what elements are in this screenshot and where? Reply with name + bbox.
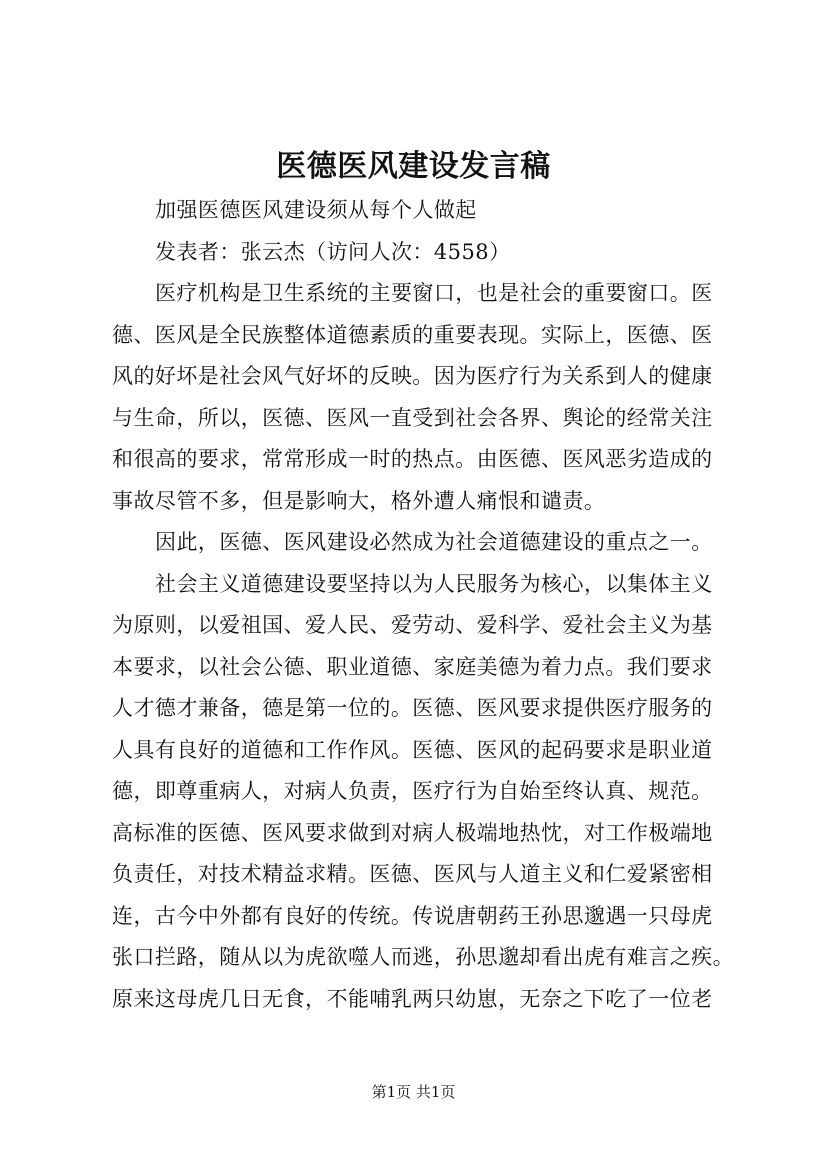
body-line: 本要求，以社会公德、职业道德、家庭美德为着力点。我们要求 bbox=[112, 654, 713, 679]
body-line: 事故尽管不多，但是影响大，格外遭人痛恨和谴责。 bbox=[112, 488, 606, 513]
body-line: 加强医德医风建设须从每个人做起 bbox=[155, 198, 477, 222]
body-line: 张口拦路，随从以为虎欲噬人而逃，孙思邈却看出虎有难言之疾。 bbox=[112, 945, 735, 969]
body-line: 风的好坏是社会风气好坏的反映。因为医疗行为关系到人的健康 bbox=[112, 364, 713, 388]
page-number-footer: 第1页 共1页 bbox=[371, 1083, 456, 1101]
body-line: 发表者：张云杰（访问人次：4558） bbox=[155, 239, 511, 264]
body-line: 医疗机构是卫生系统的主要窗口，也是社会的重要窗口。医 bbox=[155, 281, 713, 305]
body-line: 为原则，以爱祖国、爱人民、爱劳动、爱科学、爱社会主义为基 bbox=[112, 613, 713, 637]
body-line: 人才德才兼备，德是第一位的。医德、医风要求提供医疗服务的 bbox=[112, 696, 713, 720]
body-line: 原来这母虎几日无食，不能哺乳两只幼崽，无奈之下吃了一位老 bbox=[112, 986, 713, 1011]
body-line: 与生命，所以，医德、医风一直受到社会各界、舆论的经常关注 bbox=[112, 405, 713, 430]
body-line: 负责任，对技术精益求精。医德、医风与人道主义和仁爱紧密相 bbox=[112, 862, 713, 886]
body-line: 和很高的要求，常常形成一时的热点。由医德、医风恶劣造成的 bbox=[112, 447, 713, 471]
body-line: 德、医风是全民族整体道德素质的重要表现。实际上，医德、医 bbox=[112, 322, 713, 347]
document-title: 医德医风建设发言稿 bbox=[276, 149, 551, 184]
body-line: 社会主义道德建设要坚持以为人民服务为核心，以集体主义 bbox=[155, 571, 713, 596]
body-line: 人具有良好的道德和工作作风。医德、医风的起码要求是职业道 bbox=[112, 737, 713, 762]
body-line: 德，即尊重病人，对病人负责，医疗行为自始至终认真、规范。 bbox=[112, 779, 713, 803]
body-line: 因此，医德、医风建设必然成为社会道德建设的重点之一。 bbox=[155, 530, 713, 554]
body-line: 高标准的医德、医风要求做到对病人极端地热忱，对工作极端地 bbox=[112, 820, 713, 845]
body-line: 连，古今中外都有良好的传统。传说唐朝药王孙思邈遇一只母虎 bbox=[112, 903, 713, 928]
document-body bbox=[112, 190, 736, 1020]
